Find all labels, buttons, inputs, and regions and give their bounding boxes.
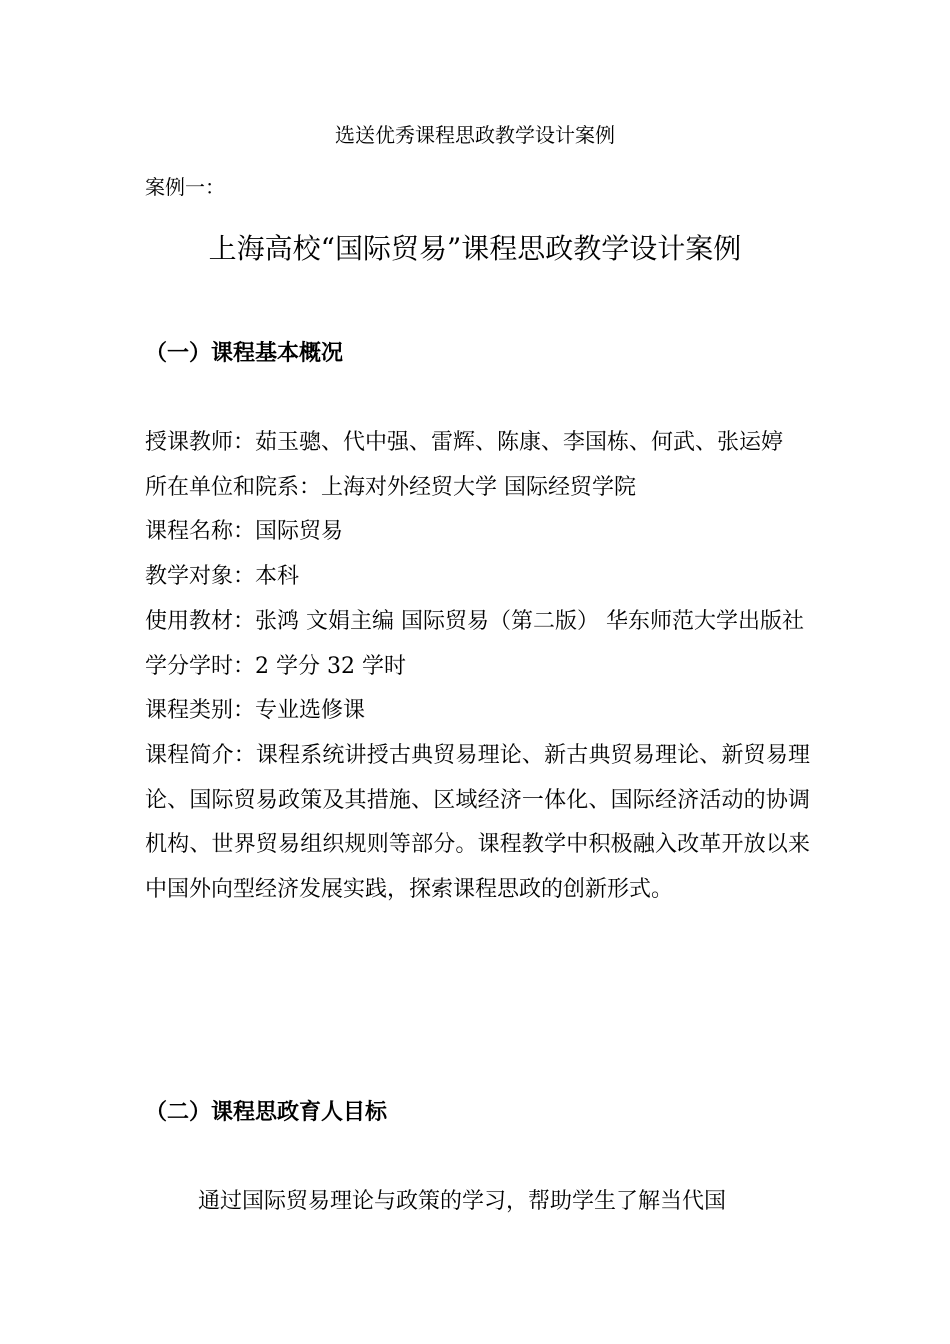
info-item-introduction: 课程简介：课程系统讲授古典贸易理论、新古典贸易理论、新贸易理论、国际贸易政策及其措施、区域经济一体化、国际经济活动的协调机构、世界贸易组织规则等部分。课程教学中积极融入改革开放以来中国外向型经济发展实践，探索课程思政的创新形式。	[145, 742, 810, 903]
case-label: 案例一：	[145, 175, 225, 199]
case-title: 上海高校“国际贸易”课程思政教学设计案例	[208, 232, 742, 265]
course-info-list	[145, 421, 810, 913]
info-item-textbook: 使用教材：张鸿 文娟主编 国际贸易（第二版） 华东师范大学出版社	[145, 608, 804, 634]
info-item-category: 课程类别：专业选修课	[145, 698, 366, 724]
info-item-course-name: 课程名称：国际贸易	[145, 519, 344, 545]
education-goals-paragraph: 通过国际贸易理论与政策的学习，帮助学生了解当代国	[198, 1189, 727, 1214]
section-heading-course-overview: （一）课程基本概况	[145, 341, 344, 366]
info-item-teachers: 授课教师：茹玉骢、代中强、雷辉、陈康、李国栋、何武、张运婷	[145, 430, 784, 455]
info-item-audience: 教学对象：本科	[145, 564, 300, 590]
section-heading-education-goals: （二）课程思政育人目标	[145, 1100, 388, 1125]
info-item-credits: 学分学时：2 学分 32 学时	[145, 653, 406, 679]
info-item-department: 所在单位和院系：上海对外经贸大学 国际经贸学院	[145, 474, 636, 500]
document-top-title: 选送优秀课程思政教学设计案例	[335, 123, 615, 147]
